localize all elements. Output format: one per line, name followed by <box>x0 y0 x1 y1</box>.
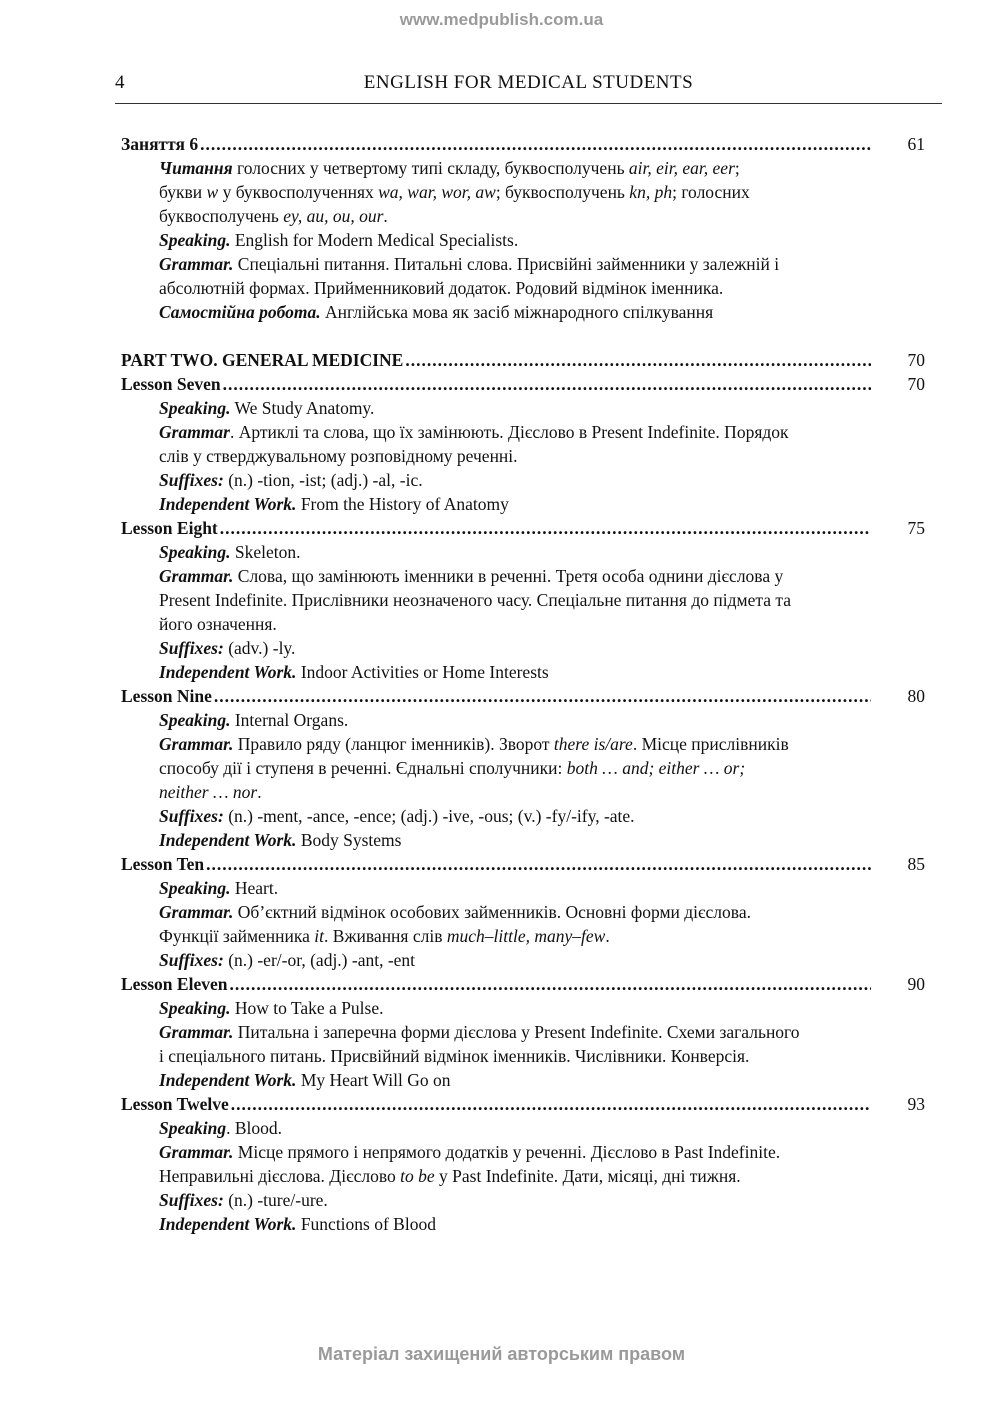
toc-line <box>159 300 889 324</box>
page-number: 4 <box>115 72 125 93</box>
line-text: ; буквосполучень <box>495 182 630 202</box>
running-title: ENGLISH FOR MEDICAL STUDENTS <box>363 72 694 93</box>
section-label: Suffixes: <box>159 638 224 658</box>
toc-line <box>159 900 889 924</box>
toc-page-number: 93 <box>907 1094 925 1114</box>
line-text: . <box>383 206 388 226</box>
line-text: . Артиклі та слова, що їх замінюють. Дієслово в Present Indefinite. Порядок <box>229 422 789 442</box>
line-text: Skeleton. <box>230 542 301 562</box>
section-label: Speaking. <box>159 998 231 1018</box>
section-label: Independent Work. <box>159 830 297 850</box>
section-label: Speaking. <box>159 878 231 898</box>
toc-line <box>159 924 889 948</box>
italic-term: both … and; either … or; <box>566 758 746 778</box>
toc-leader-dots <box>405 348 871 372</box>
section-label: Speaking. <box>159 230 231 250</box>
toc-line <box>159 1140 889 1164</box>
toc-description <box>159 540 889 684</box>
line-text: . Вживання слів <box>324 926 447 946</box>
toc-line <box>159 948 889 972</box>
toc-line <box>159 876 889 900</box>
toc-row[interactable] <box>121 852 925 876</box>
section-label: Самостійна робота. <box>159 302 321 322</box>
toc-line <box>159 588 889 612</box>
toc-line <box>159 756 889 780</box>
italic-term: wa, war, wor, aw <box>378 182 496 202</box>
line-text: . Blood. <box>226 1118 283 1138</box>
toc-entry <box>121 852 925 972</box>
toc-page-number: 70 <box>907 374 925 394</box>
toc-title: Lesson Twelve <box>121 1094 229 1114</box>
line-text: English for Modern Medical Specialists. <box>230 230 519 250</box>
toc-line <box>159 804 889 828</box>
line-text: ; голосних <box>672 182 750 202</box>
line-text: Місце прямого і непрямого додатків у реченні. Дієслово в Past Indefinite. <box>233 1142 781 1162</box>
toc-line <box>159 780 889 804</box>
toc-line <box>159 1116 889 1140</box>
section-label: Grammar. <box>159 254 234 274</box>
toc-row[interactable] <box>121 972 925 996</box>
section-label: Suffixes: <box>159 470 224 490</box>
toc-entry <box>121 132 925 324</box>
toc-entry <box>121 516 925 684</box>
section-label: Grammar. <box>159 1142 234 1162</box>
toc-page-number: 75 <box>907 518 925 538</box>
line-text: (n.) -ture/-ure. <box>223 1190 328 1210</box>
section-label: Suffixes: <box>159 806 224 826</box>
section-label: Grammar <box>159 422 230 442</box>
italic-term: air, eir, ear, eer <box>628 158 735 178</box>
line-text: Неправильні дієслова. Дієслово <box>159 1166 401 1186</box>
italic-term: it <box>314 926 325 946</box>
toc-line <box>159 252 889 276</box>
line-text: у Past Indefinite. Дати, місяці, дні тижня. <box>434 1166 741 1186</box>
line-text: Body Systems <box>296 830 402 850</box>
line-text: . Місце прислівників <box>632 734 789 754</box>
section-label: Speaking. <box>159 398 231 418</box>
section-label: Speaking. <box>159 710 231 730</box>
toc-row[interactable] <box>121 348 925 372</box>
section-label: Independent Work. <box>159 1214 297 1234</box>
toc-line <box>159 540 889 564</box>
line-text: Internal Organs. <box>230 710 349 730</box>
toc-entry <box>121 1092 925 1236</box>
toc-line <box>159 156 889 180</box>
toc-leader-dots <box>200 132 871 156</box>
line-text: Спеціальні питання. Питальні слова. Присвійні займенники у залежній і <box>233 254 780 274</box>
toc-line <box>159 1044 889 1068</box>
italic-term: there is/are <box>553 734 633 754</box>
italic-term: w <box>206 182 219 202</box>
section-label: Grammar. <box>159 902 234 922</box>
page-header <box>115 72 942 96</box>
section-gap <box>121 324 925 348</box>
toc-title: Lesson Eleven <box>121 974 228 994</box>
line-text: (n.) -ment, -ance, -ence; (adj.) -ive, -ous; (v.) -fy/-ify, -ate. <box>223 806 635 826</box>
line-text: буквосполучень <box>159 206 284 226</box>
toc-line <box>159 420 889 444</box>
line-text: (adv.) -ly. <box>223 638 296 658</box>
toc-page-number: 85 <box>907 854 925 874</box>
line-text: у буквосполученнях <box>218 182 379 202</box>
watermark-bottom: Матеріал захищений авторським правом <box>317 1344 686 1364</box>
toc-leader-dots <box>214 684 871 708</box>
line-text: його означення. <box>159 614 277 634</box>
section-label: Grammar. <box>159 1022 234 1042</box>
toc-line <box>159 612 889 636</box>
toc-description <box>159 396 889 516</box>
toc-description <box>159 996 889 1092</box>
line-text: слів у стверджувальному розповідному реченні. <box>159 446 518 466</box>
toc-row[interactable] <box>121 1092 925 1116</box>
section-label: Independent Work. <box>159 494 297 514</box>
italic-term: to be <box>400 1166 435 1186</box>
toc-leader-dots <box>231 1092 871 1116</box>
line-text: Об’єктний відмінок особових займенників. Основні форми дієслова. <box>233 902 751 922</box>
line-text: (n.) -er/-or, (adj.) -ant, -ent <box>223 950 416 970</box>
toc-line <box>159 1212 889 1236</box>
table-of-contents <box>121 132 925 1236</box>
line-text: (n.) -tion, -ist; (adj.) -al, -ic. <box>223 470 423 490</box>
line-text: букви <box>159 182 207 202</box>
toc-row[interactable] <box>121 516 925 540</box>
toc-leader-dots <box>223 372 871 396</box>
italic-term: kn, ph <box>629 182 673 202</box>
toc-description <box>159 876 889 972</box>
section-label: Speaking <box>159 1118 227 1138</box>
line-text: ; <box>734 158 740 178</box>
line-text: абсолютній формах. Прийменниковий додаток. Родовий відмінок іменника. <box>159 278 724 298</box>
toc-page-number: 80 <box>907 686 925 706</box>
line-text: Питальна і заперечна форми дієслова у Present Indefinite. Схеми загального <box>233 1022 800 1042</box>
line-text: . <box>605 926 610 946</box>
line-text: Heart. <box>230 878 279 898</box>
toc-leader-dots <box>206 852 871 876</box>
watermark-top: www.medpublish.com.ua <box>399 10 604 29</box>
toc-row[interactable] <box>121 372 925 396</box>
line-text: How to Take a Pulse. <box>230 998 384 1018</box>
header-rule <box>115 103 942 104</box>
toc-entry <box>121 348 925 372</box>
italic-term: neither … nor <box>159 782 258 802</box>
toc-entry <box>121 972 925 1092</box>
toc-line <box>159 1020 889 1044</box>
toc-line <box>159 204 889 228</box>
toc-line <box>159 1188 889 1212</box>
toc-line <box>159 564 889 588</box>
line-text: Англійська мова як засіб міжнародного спілкування <box>320 302 714 322</box>
toc-line <box>159 636 889 660</box>
toc-title: Lesson Eight <box>121 518 218 538</box>
line-text: і спеціального питань. Присвійний відмінок іменників. Числівники. Конверсія. <box>159 1046 750 1066</box>
line-text: We Study Anatomy. <box>230 398 375 418</box>
toc-line <box>159 996 889 1020</box>
line-text: Слова, що замінюють іменники в реченні. Третя особа однини дієслова у <box>233 566 784 586</box>
toc-line <box>159 276 889 300</box>
toc-leader-dots <box>229 972 871 996</box>
line-text: Правило ряду (ланцюг іменників). Зворот <box>233 734 554 754</box>
toc-page-number: 61 <box>907 134 925 154</box>
toc-page-number: 70 <box>907 350 925 370</box>
section-label: Suffixes: <box>159 950 224 970</box>
toc-description <box>159 156 889 324</box>
section-label: Independent Work. <box>159 662 297 682</box>
section-label: Grammar. <box>159 566 234 586</box>
italic-term: ey, au, ou, our <box>283 206 384 226</box>
toc-line <box>159 732 889 756</box>
toc-title: Lesson Ten <box>121 854 205 874</box>
section-label: Independent Work. <box>159 1070 297 1090</box>
toc-page-number: 90 <box>907 974 925 994</box>
line-text: Functions of Blood <box>296 1214 436 1234</box>
line-text: способу дії і ступеня в реченні. Єднальні сполучники: <box>159 758 567 778</box>
toc-line <box>159 228 889 252</box>
toc-title: Lesson Nine <box>121 686 212 706</box>
toc-row[interactable] <box>121 132 925 156</box>
toc-title: Заняття 6 <box>121 134 199 154</box>
toc-line <box>159 444 889 468</box>
toc-line <box>159 828 889 852</box>
toc-entry <box>121 684 925 852</box>
line-text: My Heart Will Go on <box>296 1070 451 1090</box>
section-label: Читання <box>159 158 233 178</box>
toc-description <box>159 708 889 852</box>
section-label: Speaking. <box>159 542 231 562</box>
toc-line <box>159 396 889 420</box>
line-text: From the History of Anatomy <box>296 494 509 514</box>
toc-line <box>159 468 889 492</box>
line-text: . <box>257 782 262 802</box>
section-label: Grammar. <box>159 734 234 754</box>
toc-line <box>159 180 889 204</box>
toc-leader-dots <box>220 516 871 540</box>
toc-description <box>159 1116 889 1236</box>
toc-row[interactable] <box>121 684 925 708</box>
toc-line <box>159 660 889 684</box>
toc-entry <box>121 372 925 516</box>
toc-title: Lesson Seven <box>121 374 221 394</box>
toc-line <box>159 492 889 516</box>
toc-title: PART TWO. GENERAL MEDICINE <box>121 350 404 370</box>
toc-line <box>159 1068 889 1092</box>
toc-line <box>159 1164 889 1188</box>
line-text: голосних у четвертому типі складу, буквосполучень <box>232 158 629 178</box>
line-text: Present Indefinite. Прислівники неозначеного часу. Спеціальне питання до підмета та <box>159 590 791 610</box>
section-label: Suffixes: <box>159 1190 224 1210</box>
line-text: Функції займенника <box>159 926 315 946</box>
toc-line <box>159 708 889 732</box>
italic-term: much–little, many–few <box>446 926 606 946</box>
line-text: Indoor Activities or Home Interests <box>296 662 549 682</box>
